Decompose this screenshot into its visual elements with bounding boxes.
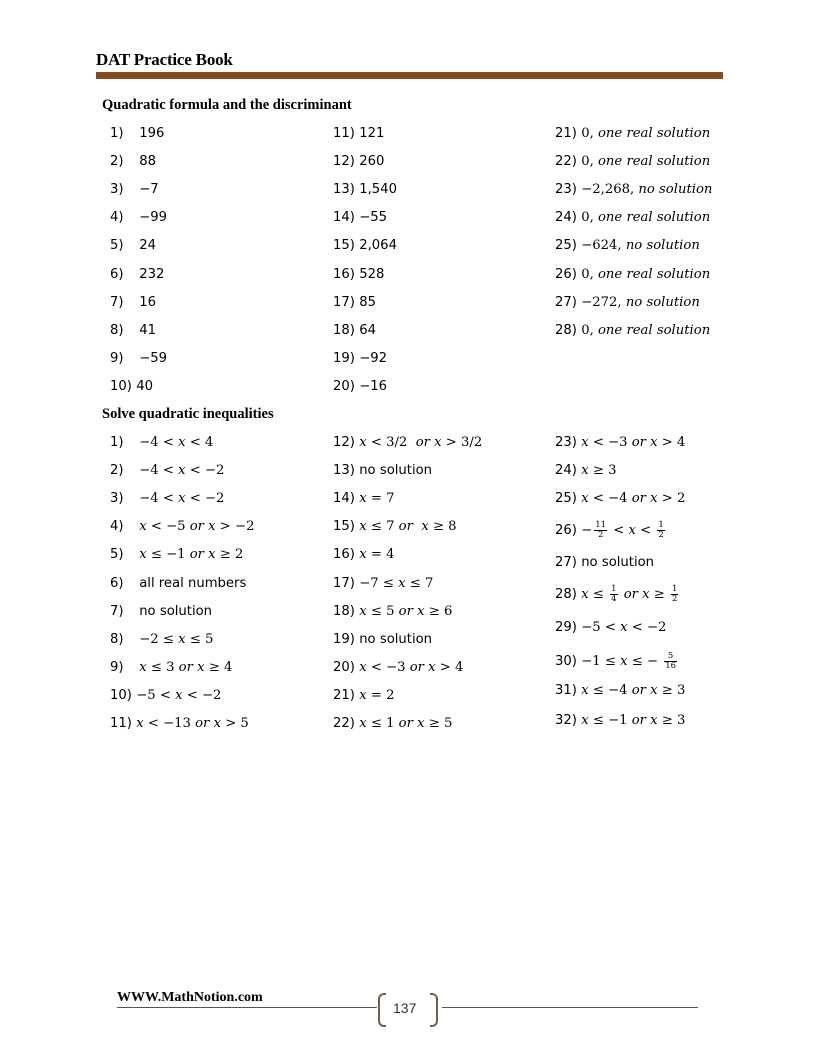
answer-value: 1,540 (359, 182, 397, 198)
answer-item (110, 519, 254, 535)
answer-item (333, 660, 463, 676)
answer-number: 5) (110, 238, 124, 254)
answer-value: x ≤ 3 or x ≥ 4 (139, 659, 233, 675)
answer-number: 32) (555, 713, 577, 728)
answer-number: 2) (110, 463, 124, 479)
answer-number: 12) (333, 154, 355, 170)
answer-number: 21) (333, 687, 355, 703)
answer-number: 27) (555, 294, 577, 310)
answer-number: 15) (333, 519, 355, 535)
answer-number: 8) (110, 322, 124, 338)
book-title: DAT Practice Book (96, 50, 233, 69)
answer-value: −92 (359, 350, 388, 366)
answer-value: 0, one real solution (581, 322, 711, 338)
section-title-discriminant: Quadratic formula and the discriminant (102, 97, 352, 113)
answer-number: 7) (110, 603, 124, 619)
answer-item (110, 323, 156, 339)
answer-number: 14) (333, 210, 355, 226)
answer-number: 25) (555, 238, 577, 254)
answer-value: x < −3 or x > 4 (359, 659, 464, 675)
answer-item (110, 182, 159, 198)
answer-item (110, 351, 167, 367)
answer-item (110, 604, 212, 620)
footer-rule-left (117, 1007, 377, 1008)
answer-value: x ≤ 1 or x ≥ 5 (359, 716, 453, 731)
answer-value: 0, one real solution (581, 266, 711, 282)
answer-item (333, 491, 394, 507)
answer-number: 20) (333, 659, 355, 675)
answer-item (555, 267, 710, 283)
answer-number: 15) (333, 238, 355, 254)
answer-number: 18) (333, 322, 355, 338)
answer-number: 28) (555, 322, 577, 338)
answer-item (555, 585, 680, 604)
answer-value: −5 < x < −2 (581, 620, 667, 635)
answer-value: x ≥ 3 (581, 463, 617, 478)
answer-value: −16 (359, 378, 388, 394)
answer-value: 196 (139, 126, 165, 141)
answer-value: x = 2 (359, 687, 395, 703)
answer-item (110, 295, 156, 311)
answer-value: x ≤ −1 or x ≥ 3 (581, 713, 686, 728)
answer-number: 4) (110, 519, 124, 535)
answer-item (333, 688, 394, 704)
answer-number: 4) (110, 210, 124, 226)
answer-number: 19) (333, 631, 355, 647)
answer-number: 16) (333, 547, 355, 563)
answer-item (333, 210, 387, 226)
answer-item (110, 238, 156, 254)
answer-value: 64 (359, 322, 376, 338)
answer-item (333, 519, 457, 535)
answer-value: 260 (359, 154, 385, 170)
answer-number: 17) (333, 575, 355, 591)
answer-item (333, 379, 387, 395)
answer-value: −4 < x < −2 (139, 463, 225, 479)
answer-value: x ≤ 5 or x ≥ 6 (359, 603, 453, 619)
answer-item (333, 547, 394, 563)
answer-item (555, 463, 616, 479)
answer-value: −624, no solution (581, 238, 700, 254)
answer-number: 9) (110, 350, 124, 366)
answer-value: −5 < x < −2 (136, 687, 222, 703)
answer-value: 528 (359, 266, 385, 282)
answer-number: 10) (110, 378, 132, 394)
answer-value: − $\frac{11}{2}$ < x < $\frac{1}{2}$ (581, 520, 664, 540)
answer-value: −55 (359, 210, 388, 226)
answer-value: x = 7 (359, 491, 395, 507)
answer-item (333, 632, 432, 648)
answer-number: 23) (555, 435, 577, 450)
answer-item (333, 295, 376, 311)
answer-number: 12) (333, 435, 355, 450)
answer-item (110, 660, 232, 676)
answer-value: 0, one real solution (581, 210, 711, 226)
answer-number: 9) (110, 659, 124, 675)
answer-item (110, 435, 213, 451)
answer-item (110, 547, 243, 563)
answer-item (555, 713, 685, 729)
answer-number: 11) (333, 126, 355, 141)
answer-number: 19) (333, 350, 355, 366)
answer-value: 121 (359, 126, 385, 141)
answer-item (555, 182, 712, 198)
answer-value: no solution (581, 555, 655, 570)
answer-item (555, 323, 710, 339)
answer-value: x ≤ 7 or x ≥ 8 (359, 519, 457, 535)
answer-item (555, 126, 710, 142)
answer-number: 20) (333, 378, 355, 394)
answer-number: 17) (333, 294, 355, 310)
answer-value: all real numbers (139, 575, 247, 591)
answer-item (555, 435, 685, 451)
answer-item (555, 521, 667, 540)
answer-value: x ≤ −1 or x ≥ 2 (139, 547, 244, 563)
page-number-bracket-left (378, 993, 386, 1027)
answer-number: 28) (555, 587, 577, 602)
answer-number: 18) (333, 603, 355, 619)
answer-value: x < −13 or x > 5 (136, 716, 249, 731)
answer-value: x < −4 or x > 2 (581, 491, 686, 506)
answer-value: 40 (136, 378, 153, 394)
answer-item (333, 604, 452, 620)
answer-number: 24) (555, 463, 577, 478)
answer-item (555, 620, 666, 636)
answer-item (110, 379, 153, 395)
answer-item (555, 555, 654, 571)
answer-number: 24) (555, 210, 577, 226)
page-number-bracket-right (430, 993, 438, 1027)
answer-number: 1) (110, 435, 124, 450)
answer-item (110, 267, 164, 283)
answer-number: 8) (110, 631, 124, 647)
answer-number: 3) (110, 491, 124, 507)
answer-item (333, 716, 452, 732)
answer-value: 16 (139, 294, 156, 310)
answer-number: 7) (110, 294, 124, 310)
answer-number: 30) (555, 654, 577, 669)
answer-item (110, 154, 156, 170)
answer-value: −2 ≤ x ≤ 5 (139, 631, 214, 647)
answer-value: x < −5 or x > −2 (139, 519, 255, 535)
answer-item (555, 154, 710, 170)
answer-item (555, 210, 710, 226)
page-number: 137 (393, 1000, 417, 1016)
answer-number: 31) (555, 683, 577, 698)
answer-value: 85 (359, 294, 376, 310)
answer-value: −272, no solution (581, 294, 700, 310)
answer-number: 6) (110, 266, 124, 282)
answer-item (110, 210, 167, 226)
answer-item (110, 688, 221, 704)
answer-item (333, 126, 384, 142)
answer-number: 11) (110, 716, 132, 731)
answer-value: −59 (139, 350, 168, 366)
answer-item (333, 463, 432, 479)
answer-number: 26) (555, 266, 577, 282)
answer-number: 22) (555, 154, 577, 170)
answer-item (555, 491, 685, 507)
answer-number: 29) (555, 620, 577, 635)
answer-item (555, 652, 679, 671)
answer-value: 41 (139, 322, 156, 338)
answer-value: x ≤ $\frac{1}{4}$ or x ≥ $\frac{1}{2}$ (581, 584, 678, 604)
answer-number: 21) (555, 126, 577, 141)
answer-item (110, 126, 164, 142)
answer-number: 26) (555, 523, 577, 538)
answer-item (110, 463, 224, 479)
answer-value: −7 ≤ x ≤ 7 (359, 575, 434, 591)
answer-value: 232 (139, 266, 165, 282)
answer-value: no solution (359, 631, 433, 647)
answer-item (333, 154, 384, 170)
answer-item (333, 238, 397, 254)
answer-item (110, 632, 213, 648)
answer-item (555, 238, 700, 254)
answer-value: x ≤ −4 or x ≥ 3 (581, 683, 686, 698)
answer-value: 88 (139, 154, 156, 170)
answer-value: no solution (139, 603, 213, 619)
answer-number: 14) (333, 491, 355, 507)
answer-value: −2,268, no solution (581, 182, 713, 198)
answer-value: −99 (139, 210, 168, 226)
header-rule (96, 72, 723, 79)
answer-item (555, 295, 700, 311)
answer-item (333, 182, 397, 198)
answer-number: 6) (110, 575, 124, 591)
answer-number: 13) (333, 182, 355, 198)
answer-value: −7 (139, 182, 159, 198)
answer-value: x < −3 or x > 4 (581, 435, 686, 450)
answer-item (110, 716, 249, 732)
answer-value: −4 < x < −2 (139, 491, 225, 507)
answer-number: 3) (110, 182, 124, 198)
answer-item (333, 323, 376, 339)
answer-value: 2,064 (359, 238, 397, 254)
answer-number: 23) (555, 182, 577, 198)
footer-rule-right (442, 1007, 698, 1008)
answer-item (110, 491, 224, 507)
answer-item (333, 435, 482, 451)
answer-value: 0, one real solution (581, 126, 711, 141)
answer-item (333, 576, 433, 592)
answer-value: x < 3/2 or x > 3/2 (359, 435, 483, 450)
section-title-inequalities: Solve quadratic inequalities (102, 406, 274, 422)
answer-item (333, 267, 384, 283)
answer-number: 22) (333, 716, 355, 731)
answer-value: −1 ≤ x ≤ − $\frac{5}{16}$ (581, 651, 677, 671)
answer-value: x = 4 (359, 547, 395, 563)
answer-item (333, 351, 387, 367)
answer-item (110, 576, 246, 592)
answer-value: −4 < x < 4 (139, 435, 214, 450)
answer-number: 27) (555, 555, 577, 570)
answer-number: 25) (555, 491, 577, 506)
answer-value: no solution (359, 463, 433, 479)
answer-value: 0, one real solution (581, 154, 711, 170)
answer-item (555, 683, 685, 699)
answer-value: 24 (139, 238, 156, 254)
answer-number: 10) (110, 687, 132, 703)
answer-number: 5) (110, 547, 124, 563)
footer-website-link[interactable]: WWW.MathNotion.com (117, 990, 263, 1005)
answer-number: 13) (333, 463, 355, 479)
answer-number: 1) (110, 126, 124, 141)
answer-number: 16) (333, 266, 355, 282)
answer-number: 2) (110, 154, 124, 170)
